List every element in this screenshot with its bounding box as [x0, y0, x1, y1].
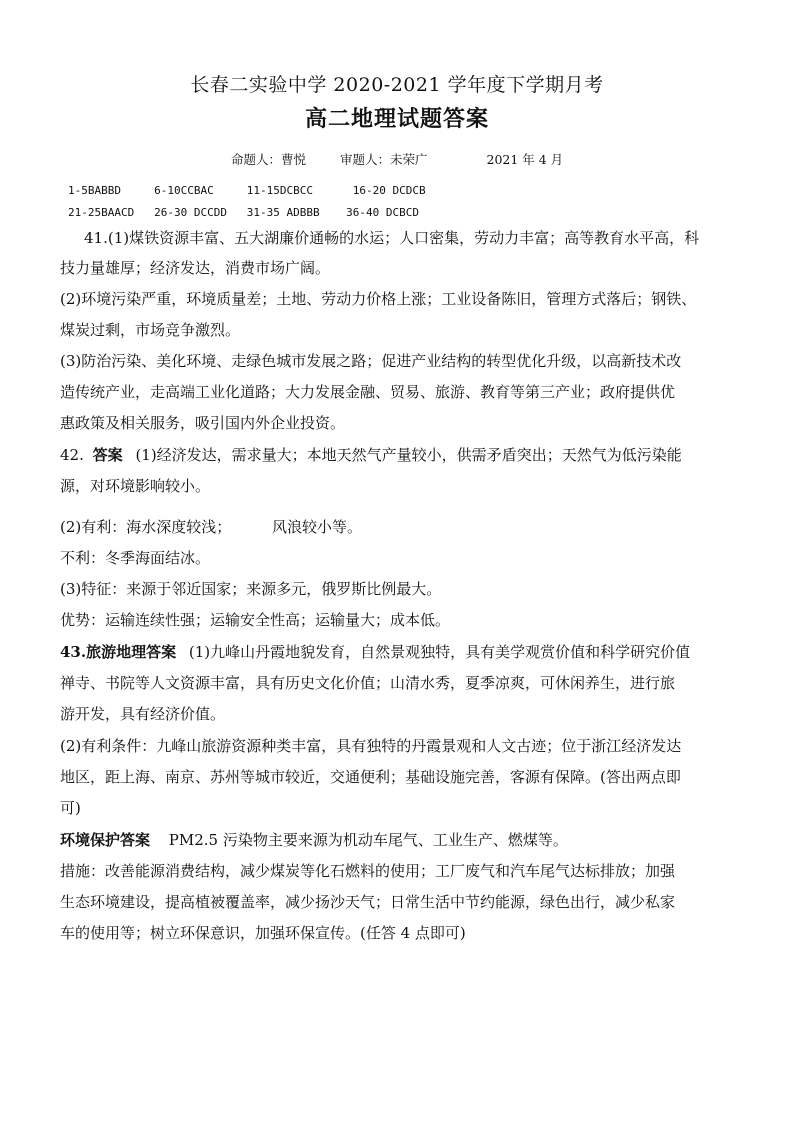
env-line-4: 车的使用等；树立环保意识，加强环保宣传。(任答 4 点即可) [60, 924, 466, 942]
q43-line-2: 禅寺、书院等人文资源丰富，具有历史文化价值；山清水秀，夏季凉爽，可休闲养生，进行旅 [60, 674, 676, 692]
q43-label: 43.旅游地理答案 [60, 643, 177, 661]
q41-line-5: (3)防治污染、美化环境、走绿色城市发展之路；促进产业结构的转型优化升级，以高新技术改 [60, 352, 682, 370]
q42-line-6: 优势：运输连续性强；运输安全性高；运输量大；成本低。 [60, 611, 451, 629]
q42-favorable-2: 风浪较小等。 [272, 518, 363, 536]
q42-favorable: (2)有利：海水深度较浅； [60, 518, 232, 536]
env-line-3: 生态环境建设，提高植被覆盖率，减少扬沙天气；日常生活中节约能源，绿色出行，减少私家 [60, 893, 676, 911]
q41-line-7: 惠政策及相关服务，吸引国内外企业投资。 [60, 414, 346, 432]
env-label: 环境保护答案 [60, 831, 151, 849]
meta-line [231, 150, 563, 168]
q43-line-6: 可) [60, 799, 81, 817]
q43-text-1: (1)九峰山丹霞地貌发育，自然景观独特，具有美学观赏价值和科学研究价值 [188, 643, 691, 661]
q42-line-4: 不利：冬季海面结冰。 [60, 549, 211, 567]
q41-line-3: (2)环境污染严重，环境质量差；土地、劳动力价格上涨；工业设备陈旧，管理方式落后；钢铁、 [60, 290, 697, 308]
date: 2021 年 4 月 [486, 152, 564, 167]
q42-text-1: (1)经济发达，需求量大；本地天然气产量较小，供需矛盾突出；天然气为低污染能 [135, 446, 682, 464]
q42-line-1 [60, 440, 740, 470]
q42-number: 42. [60, 446, 84, 464]
env-line-2: 措施：改善能源消费结构，减少煤炭等化石燃料的使用；工厂废气和汽车尾气达标排放；加强 [60, 862, 676, 880]
q42-answer-label: 答案 [92, 446, 123, 464]
q43-line-4: (2)有利条件：九峰山旅游资源种类丰富，具有独特的丹霞景观和人文古迹；位于浙江经济发达 [60, 737, 682, 755]
author: 命题人：曹悦 [231, 152, 307, 167]
reviewer: 审题人：未荣广 [340, 152, 428, 167]
q41-line-1: 41.(1)煤铁资源丰富、五大湖廉价通畅的水运；人口密集，劳动力丰富；高等教育水平高，科 [84, 229, 700, 247]
q43-line-3: 游开发，具有经济价值。 [60, 705, 226, 723]
q43-line-5: 地区，距上海、南京、苏州等城市较近，交通便利；基础设施完善，客源有保障。(答出两点即 [60, 768, 681, 786]
q41-line-6: 造传统产业，走高端工业化道路；大力发展金融、贸易、旅游、教育等第三产业；政府提供优 [60, 383, 676, 401]
page-title: 长春二实验中学 2020-2021 学年度下学期月考 [190, 74, 604, 96]
q41-line-2: 技力量雄厚；经济发达，消费市场广阔。 [60, 259, 331, 277]
q42-line-5: (3)特征：来源于邻近国家；来源多元，俄罗斯比例最大。 [60, 580, 442, 598]
q43-line-1 [60, 637, 740, 667]
mc-answers-row-1: 1-5BABBD 6-10CCBAC 11-15DCBCC 16-20 DCDCB [68, 184, 426, 197]
page-subtitle: 高二地理试题答案 [304, 106, 489, 132]
mc-answers-row-2: 21-25BAACD 26-30 DCCDD 31-35 ADBBB 36-40 DCBCD [68, 206, 419, 219]
env-line-1 [60, 825, 740, 855]
q41-line-4: 煤炭过剩，市场竞争激烈。 [60, 321, 241, 339]
q42-line-3 [60, 512, 740, 542]
q42-line-2: 源，对环境影响较小。 [60, 477, 211, 495]
env-text-1: PM2.5 污染物主要来源为机动车尾气、工业生产、燃煤等。 [168, 831, 568, 849]
